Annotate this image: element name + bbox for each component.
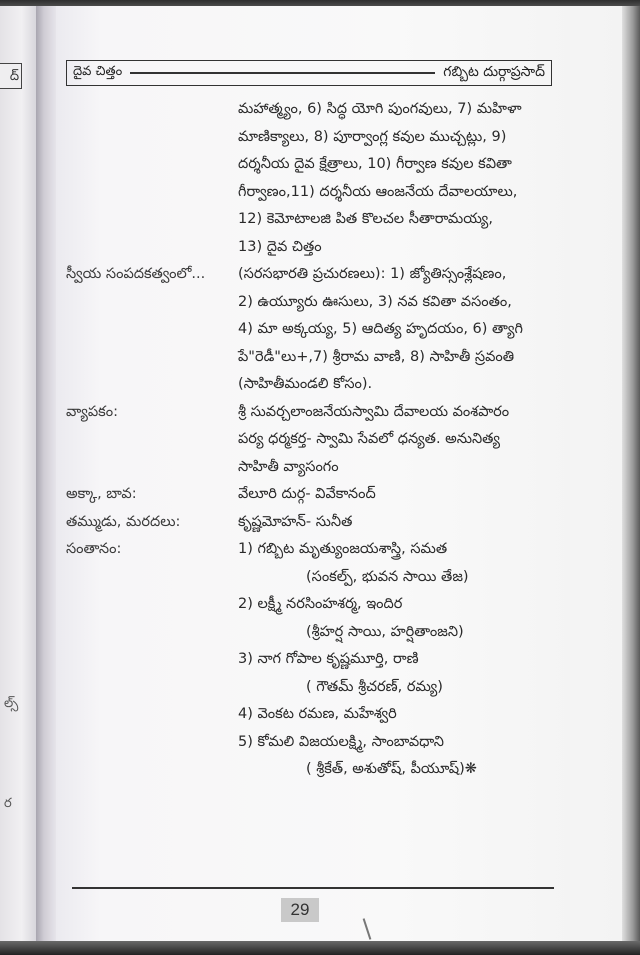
text-line: 2) ఉయ్యూరు ఊసులు, 3) నవ కవితా వసంతం, <box>238 293 512 310</box>
page-right-edge <box>622 6 640 941</box>
text-line: శ్రీ సువర్చలాంజనేయస్వామి దేవాలయ వంశపారం <box>238 403 510 420</box>
entry-value <box>238 96 556 261</box>
book-gutter <box>36 6 56 941</box>
text-line: గీర్వాణం,11) దర్శనీయ ఆంజనేయ దేవాలయాలు, <box>238 183 518 200</box>
text-line: పే"రెడీ"లు+,7) శ్రీరామ వాణి, 8) సాహితీ స్రవంతి <box>238 348 515 365</box>
text-line: 4) మా అక్కయ్య, 5) ఆదిత్య హృదయం, 6) త్యాగి <box>238 321 523 337</box>
page-number: 29 <box>281 898 319 922</box>
running-header <box>66 60 552 86</box>
text-line: మహాత్మ్యం, 6) సిద్ధ యోగి పుంగవులు, 7) మహిళా <box>238 101 522 117</box>
child-entry: 5) కోమలి విజయలక్ష్మి, సాంబావధాని <box>238 733 444 750</box>
entry-value <box>238 481 556 509</box>
child-entry: 1) గబ్బిట మృత్యుంజయశాస్త్రి, సమత <box>238 541 448 557</box>
text-line: సాహితీ వ్యాసంగం <box>238 458 339 475</box>
text-line: (సరసభారతి ప్రచురణలు): 1) జ్యోతిస్సంశ్లేషణం, <box>238 266 507 282</box>
text-line: దర్శనీయ దైవ క్షేత్రాలు, 10) గీర్వాణ కవుల కవితా <box>238 156 512 172</box>
child-entry: 4) వెంకట రమణ, మహేశ్వరి <box>238 706 397 722</box>
grandchildren: ( గౌతమ్ శ్రీచరణ్, రమ్య) <box>306 678 443 695</box>
entry-label <box>66 96 238 261</box>
footer-rule <box>72 887 554 889</box>
grandchildren: (సంకల్ప్, భువన సాయి తేజ) <box>306 568 469 585</box>
entry-children <box>66 536 556 784</box>
entry-label: స్వీయ సంపదకత్వంలో... <box>66 266 206 282</box>
entry-label: తమ్ముడు, మరదలు: <box>66 513 181 530</box>
text-line: మాణిక్యాలు, 8) పూర్వాంగ్ల కవుల ముచ్చట్లు, 9) <box>238 128 507 145</box>
entry-label: అక్కా, బావ: <box>66 486 137 502</box>
text-line: వేలూరి దుర్గ- వివేకానంద్ <box>238 486 376 502</box>
text-line: 12) కెమోటాలజి పిత కొలచల సీతారామయ్య, <box>238 211 493 227</box>
entry-hobby <box>66 399 556 482</box>
entry-label: వ్యాపకం: <box>66 403 118 420</box>
entry-sister <box>66 481 556 509</box>
entry-continuation <box>66 96 556 261</box>
scan-bottom-edge <box>0 941 640 955</box>
previous-page-margin-glyph: ల్స్ <box>4 696 19 711</box>
grandchildren: ( శ్రీకేత్, అశుతోష్, పీయూష్)❋ <box>306 761 477 777</box>
previous-page-edge <box>0 6 36 941</box>
child-entry: 2) లక్ష్మీ నరసింహశర్మ, ఇందిర <box>238 596 403 612</box>
text-line: పర్య ధర్మకర్త- స్వామి సేవలో ధన్యత. అనునిత్య <box>238 431 500 447</box>
author-name: గబ్బిట దుర్గాప్రసాద్ <box>443 63 545 80</box>
previous-page-margin-glyph: ర <box>4 796 12 811</box>
text-line: (సాహితీమండలి కోసం). <box>238 376 373 392</box>
entry-value <box>238 261 556 399</box>
children-list <box>238 536 556 784</box>
page-content <box>66 96 556 784</box>
header-rule <box>130 72 435 74</box>
entry-brother <box>66 509 556 537</box>
text-line: కృష్ణమోహన్- సునీత <box>238 513 353 530</box>
entry-value <box>238 399 556 482</box>
entry-editorship <box>66 261 556 399</box>
entry-value <box>238 509 556 537</box>
grandchildren: (శ్రీహర్ష సాయి, హర్షితాంజని) <box>306 623 464 640</box>
book-title: దైవ చిత్తం <box>73 64 123 79</box>
entry-label: సంతానం: <box>66 541 122 557</box>
child-entry: 3) నాగ గోపాల కృష్ణమూర్తి, రాణి <box>238 651 419 667</box>
text-line: 13) దైవ చిత్తం <box>238 238 322 255</box>
previous-page-header-fragment: ద్ <box>0 63 22 89</box>
